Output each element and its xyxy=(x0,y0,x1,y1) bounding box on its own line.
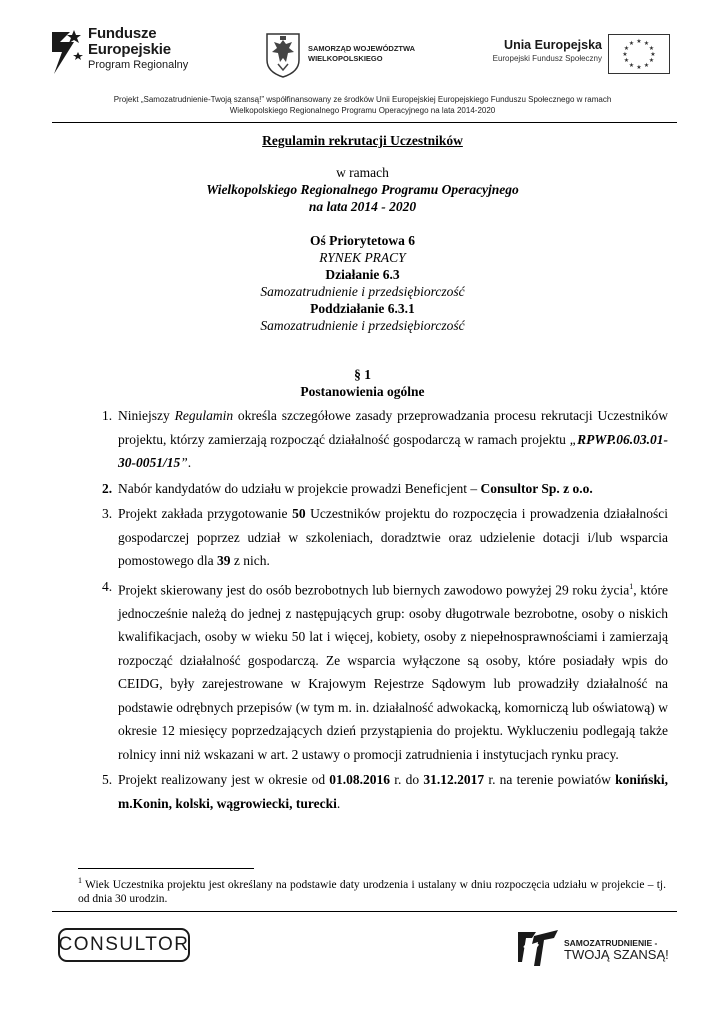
start-date: 01.08.2016 xyxy=(329,772,391,787)
list-item xyxy=(78,575,668,767)
logo-samozatrudnienie xyxy=(516,926,669,968)
samozatrudnienie-logo-icon xyxy=(516,926,560,968)
item-text: Projekt zakłada przygotowanie xyxy=(118,506,293,521)
item-number: 4. xyxy=(102,578,113,594)
svg-text:★: ★ xyxy=(628,40,635,47)
szt-line2: TWOJĄ SZANSĄ! xyxy=(564,947,669,962)
list-item xyxy=(78,404,668,475)
project-info-line-1: Projekt „Samozatrudnienie-Twoją szansą!” współfinansowany ze środków Unii Europejskiej Europejskiego Funduszu Społecznego w ramach xyxy=(113,95,612,104)
item-number: 2. xyxy=(102,480,113,496)
svg-text:★: ★ xyxy=(643,40,650,47)
sw-line2: WIELKOPOLSKIEGO xyxy=(308,54,383,63)
project-info-line xyxy=(60,94,665,116)
submeasure-label: Poddziałanie 6.3.1 xyxy=(310,301,415,316)
item-text: , które jednocześnie należą do jednej z następujących grup: osoby długotrwale bezrobotne, osoby o niskich kwalifikacjach, osoby w wieku 50 lat i więcej, kobiety, osoby z niepełnosprawnościami i zamierzają rozpocząć działalność gospodarczą. Ze wsparcia wyłączone są osoby, które posiadały wpis do CEIDG, były zarejestrowane w Krajowym Rejestrze Sądowym lub prowadziły działalność na podstawie odrębnych przepisów (w tym m. in. działalność adwokacką, komorniczą lub oświatową) w okresie 12 miesięcy poprzedzających dzień przystąpienia do projektu. Wykluczeniu podlegają także rolnicy inni niż wskazani w art. 2 ustawy o promocji zatrudnienia i instytucjach rynku pracy. xyxy=(118,582,668,762)
szt-line1: SAMOZATRUDNIENIE - xyxy=(564,938,658,948)
item-text: r. do xyxy=(390,772,424,787)
title-years: na lata 2014 - 2020 xyxy=(308,199,417,214)
footnote-text: Wiek Uczestnika projektu jest określany na podstawie daty urodzenia i ustalany w dniu rozpoczęcia udziału w projekcie – tj. od dnia 30 urodzin. xyxy=(78,878,666,905)
footnote-divider xyxy=(78,868,254,869)
logo-samorzad-wojewodztwa xyxy=(264,32,444,80)
section-sign: § 1 xyxy=(354,367,371,382)
title-in-frame: w ramach xyxy=(336,165,389,180)
svg-text:★: ★ xyxy=(636,38,642,45)
section-heading: Postanowienia ogólne xyxy=(300,384,425,399)
item-number: 1. xyxy=(102,408,113,423)
quote-open: „ xyxy=(569,431,578,447)
end-date: 31.12.2017 xyxy=(423,772,485,787)
quote-close: ” xyxy=(180,455,188,470)
measure-name: Samozatrudnienie i przedsiębiorczość xyxy=(260,284,465,299)
logo-unia-europejska xyxy=(490,34,670,82)
svg-text:★: ★ xyxy=(623,45,630,52)
title-program: Wielkopolskiego Regionalnego Programu Operacyjnego xyxy=(206,182,519,197)
svg-text:★: ★ xyxy=(648,45,655,52)
eagle-crest-icon xyxy=(264,32,302,78)
item-text: Niniejszy xyxy=(118,408,175,423)
list-item xyxy=(78,477,668,501)
logo-consultor xyxy=(58,928,190,962)
svg-text:★: ★ xyxy=(643,62,650,69)
participants-count: 50 xyxy=(292,506,306,521)
sw-line1: SAMORZĄD WOJEWÓDZTWA xyxy=(308,44,416,53)
footnote xyxy=(78,874,666,906)
districts: koniński, m.Konin, kolski, wągrowiecki, turecki xyxy=(118,772,668,811)
ue-line2: Europejski Fundusz Społeczny xyxy=(492,54,602,63)
item-text: r. na terenie powiatów xyxy=(484,772,616,787)
consultor-text: CONSULTOR xyxy=(58,934,190,955)
fe-line2: Europejskie xyxy=(88,41,171,58)
svg-text:★: ★ xyxy=(636,64,642,71)
axis-name: RYNEK PRACY xyxy=(319,250,406,265)
svg-text:★: ★ xyxy=(648,57,655,64)
measure-label: Działanie 6.3 xyxy=(325,267,400,282)
list-item xyxy=(78,768,668,815)
logo-fundusze-europejskie xyxy=(50,26,200,82)
item-text: Nabór kandydatów do udziału w projekcie prowadzi Beneficjent – xyxy=(118,480,481,496)
fe-line3: Program Regionalny xyxy=(88,59,189,71)
svg-text:★: ★ xyxy=(622,51,628,58)
beneficiary-name: Consultor Sp. z o.o. xyxy=(480,480,593,496)
grants-count: 39 xyxy=(217,553,231,568)
project-number: RPWP.06.03.01-30-0051/15 xyxy=(118,431,668,470)
regulation-items xyxy=(78,404,668,817)
eu-stars-flag-icon xyxy=(608,34,670,74)
fe-logo-icon xyxy=(50,28,84,78)
svg-text:★: ★ xyxy=(650,51,656,58)
item-text: Uczestników projektu do rozpoczęcia i prowadzenia działalności gospodarczej poprzez udział w szkoleniach, doradztwie oraz udzielenie dotacji i/lub wsparcia pomostowego dla xyxy=(118,506,668,568)
item-text: Projekt realizowany jest w okresie od xyxy=(118,772,330,787)
ue-line1: Unia Europejska xyxy=(504,38,602,52)
list-item xyxy=(78,502,668,573)
footer-divider xyxy=(52,911,677,912)
item-number: 5. xyxy=(102,772,113,787)
project-info-line-2: Wielkopolskiego Regionalnego Programu Operacyjnego na lata 2014-2020 xyxy=(229,106,496,115)
fe-line1: Fundusze xyxy=(88,25,157,42)
item-text: określa szczegółowe zasady przeprowadzania procesu rekrutacji Uczestników projektu, którzy zamierzają rozpocząć działalność gospodarczą w ramach projektu xyxy=(118,408,668,447)
axis-label: Oś Priorytetowa 6 xyxy=(310,233,415,248)
item-number: 3. xyxy=(102,506,113,521)
submeasure-name: Samozatrudnienie i przedsiębiorczość xyxy=(260,318,465,333)
item-text: z nich. xyxy=(230,553,270,568)
item-text: Projekt skierowany jest do osób bezrobotnych lub biernych zawodowo powyżej 29 roku życia xyxy=(118,582,630,597)
header-logos xyxy=(50,20,670,88)
item-text: . xyxy=(336,795,341,811)
item-text-italic: Regulamin xyxy=(174,408,234,423)
svg-text:★: ★ xyxy=(623,57,630,64)
footnote-ref: 1 xyxy=(629,581,634,591)
svg-text:★: ★ xyxy=(628,62,635,69)
document-title: Regulamin rekrutacji Uczestników xyxy=(262,133,463,148)
item-text: . xyxy=(187,455,192,470)
header-divider xyxy=(52,122,677,123)
footnote-number: 1 xyxy=(78,876,82,885)
